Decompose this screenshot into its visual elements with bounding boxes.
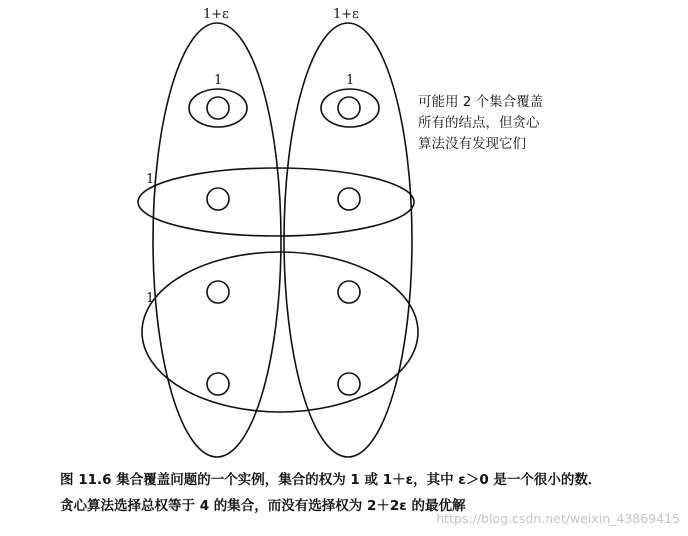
note-line: 所有的结点，但贪心 [418,115,540,131]
caption-line: 贪心算法选择总权等于 4 的集合，而没有选择权为 2＋2ε 的最优解 [60,498,466,514]
note-line: 算法没有发现它们 [418,136,526,152]
caption-line: 图 11.6 集合覆盖问题的一个实例，集合的权为 1 或 1＋ε，其中 ε＞0 是一个很小的数． [60,472,602,488]
node [338,97,360,119]
left-small-set [189,89,247,127]
node [207,281,229,303]
bottom-set-weight-label: 1 [146,291,155,306]
node [338,281,360,303]
right-set-weight-label: 1+ε [333,7,359,22]
node [207,188,229,210]
annotation-note [418,92,578,155]
node [207,373,229,395]
left-small-set-weight-label: 1 [214,73,223,88]
node [207,97,229,119]
middle-horizontal-set [138,168,414,236]
right-tall-set [284,23,412,457]
node [338,188,360,210]
right-small-set [321,89,379,127]
right-small-set-weight-label: 1 [346,73,355,88]
node [338,373,360,395]
left-tall-set [153,23,281,457]
watermark: https://blog.csdn.net/weixin_43869415 [436,511,680,526]
note-line: 可能用 2 个集合覆盖 [418,94,544,110]
left-set-weight-label: 1+ε [203,7,229,22]
middle-set-weight-label: 1 [146,172,155,187]
